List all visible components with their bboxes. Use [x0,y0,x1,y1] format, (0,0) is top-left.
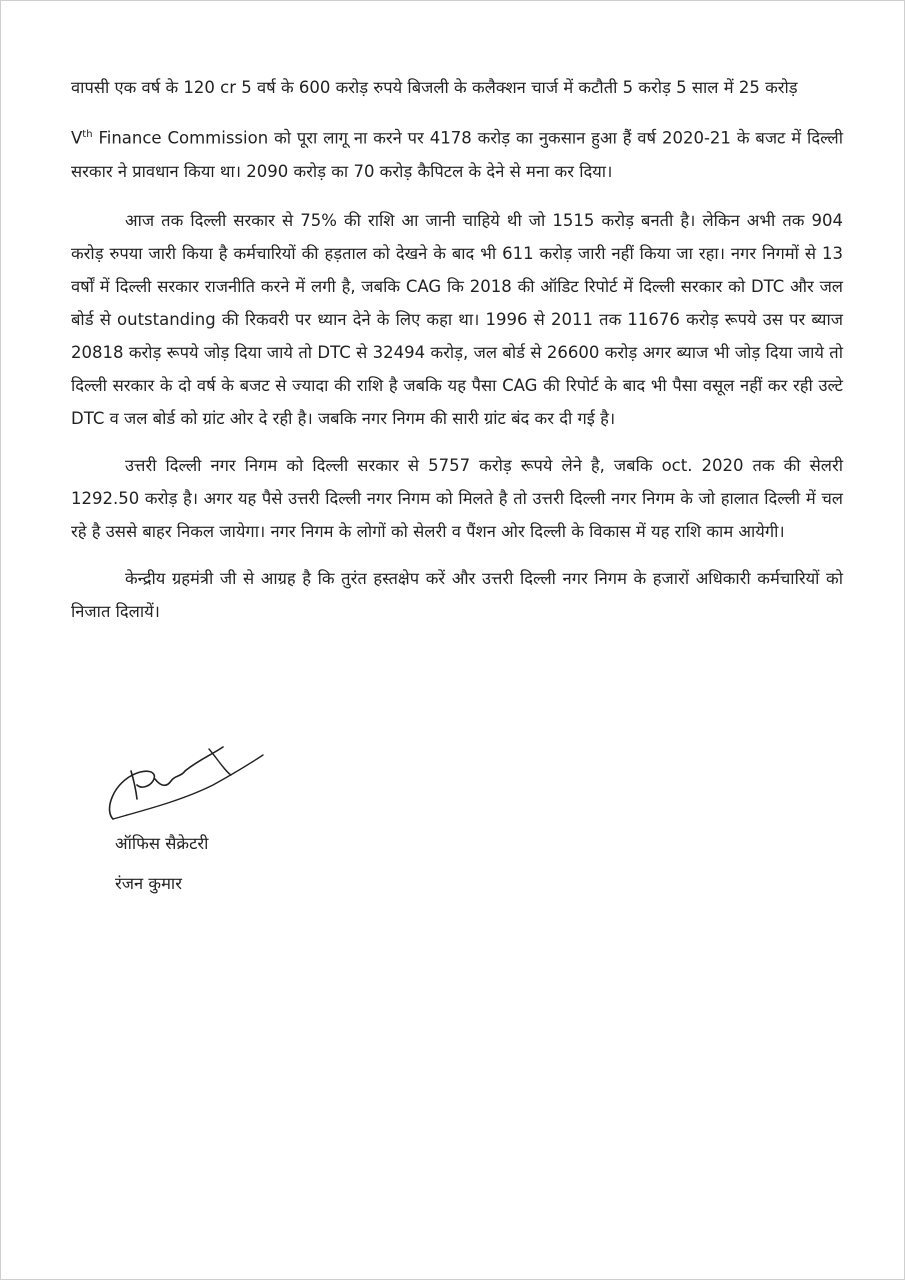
paragraph-1: वापसी एक वर्ष के 120 cr 5 वर्ष के 600 करोड़ रुपये बिजली के कलैक्शन चार्ज में कटौती 5 करोड़ 5 साल में 25 करोड़ [71,78,798,97]
signatory-name: रंजन कुमार [115,874,182,893]
paragraph-2-text: Finance Commission को पूरा लागू ना करने पर 4178 करोड़ का नुकसान हुआ हैं वर्ष 2020-21 के बजट में दिल्ली सरकार ने प्रावधान किया था। 2090 करोड़ का 70 करोड़ कैपिटल के देने से मना कर दिया। [71,128,843,181]
paragraph-2 [71,118,843,188]
paragraph-2-prefix: V [71,128,83,148]
paragraph-2-superscript: th [82,129,93,140]
paragraph-3: आज तक दिल्ली सरकार से 75% की राशि आ जानी चाहिये थी जो 1515 करोड़ बनती है। लेकिन अभी तक 904 करोड़ रुपया जारी किया है कर्मचारियों की हड़ताल को देखने के बाद भी 611 करोड़ जारी नहीं किया जा रहा। नगर निगमों से 13 वर्षों में दिल्ली सरकार राजनीति करने में लगी है, जबकि CAG कि 2018 की ऑडिट रिपोर्ट में दिल्ली सरकार को DTC और जल बोर्ड से outstanding की रिकवरी पर ध्यान देने के लिए कहा था। 1996 से 2011 तक 11676 करोड़ रूपये उस पर ब्याज 20818 करोड़ रूपये जोड़ दिया जाये तो DTC से 32494 करोड़, जल बोर्ड से 26600 करोड़ अगर ब्याज भी जोड़ दिया जाये तो दिल्ली सरकार के दो वर्ष के बजट से ज्यादा की राशि है जबकि यह पैसा CAG की रिपोर्ट के बाद भी पैसा वसूल नहीं कर रही उल्टे DTC व जल बोर्ड को ग्रांट ओर दे रही है। जबकि नगर निगम की सारी ग्रांट बंद कर दी गई है। [71,210,843,428]
paragraph-5: केन्द्रीय ग्रहमंत्री जी से आग्रह है कि तुरंत हस्तक्षेप करें और उत्तरी दिल्ली नगर निगम के हजारों अधिकारी कर्मचारियों को निजात दिलायें। [71,568,843,621]
handwritten-signature [101,741,271,831]
paragraph-4: उत्तरी दिल्ली नगर निगम को दिल्ली सरकार से 5757 करोड़ रूपये लेने है, जबकि oct. 2020 तक की सेलरी 1292.50 करोड़ है। अगर यह पैसे उत्तरी दिल्ली नगर निगम को मिलते है तो उत्तरी दिल्ली नगर निगम के जो हालात दिल्ली में चल रहे है उससे बाहर निकल जायेगा। नगर निगम के लोगों को सेलरी व पैंशन ओर दिल्ली के विकास में यह राशि काम आयेगी। [71,455,843,541]
document-body [71,71,843,628]
signature-block [101,741,401,895]
signatory-title: ऑफिस सैक्रेटरी [115,834,209,853]
